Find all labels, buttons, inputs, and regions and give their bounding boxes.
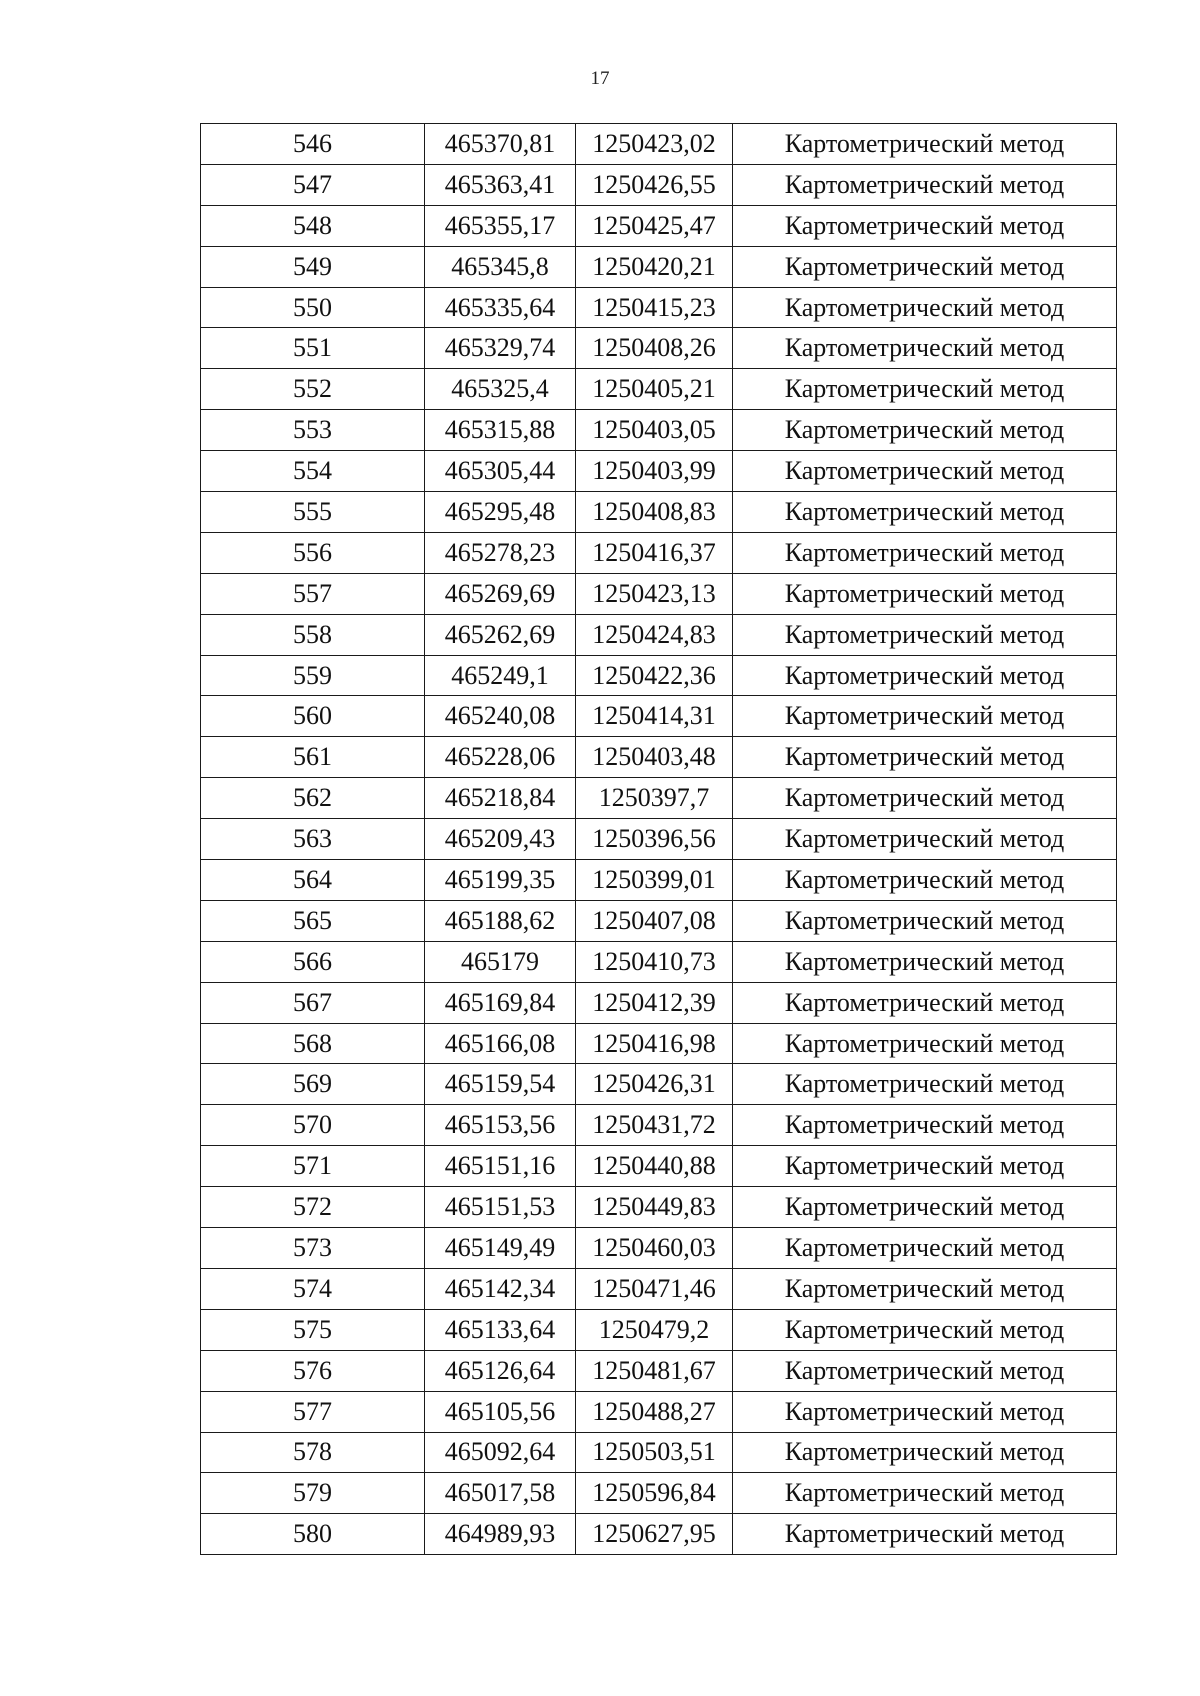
- page-number: 17: [590, 68, 610, 89]
- coordinate-x-cell: 465153,56: [425, 1105, 576, 1146]
- coordinate-x-cell: 465179: [425, 941, 576, 982]
- coordinate-x-cell: 465295,48: [425, 492, 576, 533]
- coordinate-y-cell: 1250403,48: [576, 737, 733, 778]
- coordinate-x-cell: 465199,35: [425, 860, 576, 901]
- method-cell: Картометрический метод: [733, 1432, 1117, 1473]
- method-cell: Картометрический метод: [733, 941, 1117, 982]
- method-cell: Картометрический метод: [733, 655, 1117, 696]
- coordinate-y-cell: 1250412,39: [576, 982, 733, 1023]
- coordinate-y-cell: 1250422,36: [576, 655, 733, 696]
- coordinate-y-cell: 1250431,72: [576, 1105, 733, 1146]
- method-cell: Картометрический метод: [733, 287, 1117, 328]
- coordinate-x-cell: 465315,88: [425, 410, 576, 451]
- table-row: [201, 410, 1117, 451]
- coordinates-table: [200, 123, 1117, 1555]
- table-row: [201, 1473, 1117, 1514]
- point-number-cell: 580: [201, 1514, 425, 1555]
- coordinate-x-cell: 465105,56: [425, 1391, 576, 1432]
- method-cell: Картометрический метод: [733, 246, 1117, 287]
- table-row: [201, 819, 1117, 860]
- point-number-cell: 575: [201, 1309, 425, 1350]
- table-row: [201, 246, 1117, 287]
- coordinate-y-cell: 1250503,51: [576, 1432, 733, 1473]
- coordinate-x-cell: 465240,08: [425, 696, 576, 737]
- coordinate-x-cell: 464989,93: [425, 1514, 576, 1555]
- coordinate-y-cell: 1250479,2: [576, 1309, 733, 1350]
- coordinate-x-cell: 465355,17: [425, 205, 576, 246]
- method-cell: Картометрический метод: [733, 1350, 1117, 1391]
- coordinate-y-cell: 1250449,83: [576, 1187, 733, 1228]
- coordinate-y-cell: 1250488,27: [576, 1391, 733, 1432]
- method-cell: Картометрический метод: [733, 1309, 1117, 1350]
- point-number-cell: 578: [201, 1432, 425, 1473]
- point-number-cell: 553: [201, 410, 425, 451]
- table-row: [201, 860, 1117, 901]
- point-number-cell: 568: [201, 1023, 425, 1064]
- method-cell: Картометрический метод: [733, 1473, 1117, 1514]
- table-row: [201, 614, 1117, 655]
- point-number-cell: 555: [201, 492, 425, 533]
- method-cell: Картометрический метод: [733, 124, 1117, 165]
- coordinate-x-cell: 465133,64: [425, 1309, 576, 1350]
- table-row: [201, 492, 1117, 533]
- point-number-cell: 571: [201, 1146, 425, 1187]
- table-row: [201, 1350, 1117, 1391]
- point-number-cell: 552: [201, 369, 425, 410]
- point-number-cell: 549: [201, 246, 425, 287]
- point-number-cell: 557: [201, 573, 425, 614]
- method-cell: Картометрический метод: [733, 1187, 1117, 1228]
- coordinate-x-cell: 465249,1: [425, 655, 576, 696]
- table-row: [201, 737, 1117, 778]
- point-number-cell: 551: [201, 328, 425, 369]
- point-number-cell: 566: [201, 941, 425, 982]
- method-cell: Картометрический метод: [733, 737, 1117, 778]
- point-number-cell: 548: [201, 205, 425, 246]
- coordinate-y-cell: 1250440,88: [576, 1146, 733, 1187]
- point-number-cell: 563: [201, 819, 425, 860]
- table-row: [201, 1064, 1117, 1105]
- coordinate-x-cell: 465228,06: [425, 737, 576, 778]
- method-cell: Картометрический метод: [733, 778, 1117, 819]
- point-number-cell: 576: [201, 1350, 425, 1391]
- table-row: [201, 328, 1117, 369]
- method-cell: Картометрический метод: [733, 451, 1117, 492]
- method-cell: Картометрический метод: [733, 164, 1117, 205]
- coordinate-y-cell: 1250407,08: [576, 900, 733, 941]
- table-row: [201, 124, 1117, 165]
- method-cell: Картометрический метод: [733, 532, 1117, 573]
- point-number-cell: 564: [201, 860, 425, 901]
- coordinate-x-cell: 465151,53: [425, 1187, 576, 1228]
- coordinate-y-cell: 1250408,83: [576, 492, 733, 533]
- point-number-cell: 569: [201, 1064, 425, 1105]
- table-row: [201, 1187, 1117, 1228]
- coordinate-x-cell: 465329,74: [425, 328, 576, 369]
- table-row: [201, 369, 1117, 410]
- point-number-cell: 560: [201, 696, 425, 737]
- point-number-cell: 556: [201, 532, 425, 573]
- coordinate-x-cell: 465345,8: [425, 246, 576, 287]
- point-number-cell: 567: [201, 982, 425, 1023]
- table-row: [201, 982, 1117, 1023]
- coordinate-x-cell: 465142,34: [425, 1268, 576, 1309]
- method-cell: Картометрический метод: [733, 573, 1117, 614]
- point-number-cell: 550: [201, 287, 425, 328]
- coordinate-y-cell: 1250481,67: [576, 1350, 733, 1391]
- table-row: [201, 1023, 1117, 1064]
- coordinate-y-cell: 1250396,56: [576, 819, 733, 860]
- method-cell: Картометрический метод: [733, 1023, 1117, 1064]
- method-cell: Картометрический метод: [733, 1514, 1117, 1555]
- table-row: [201, 532, 1117, 573]
- table-row: [201, 1268, 1117, 1309]
- table-row: [201, 941, 1117, 982]
- coordinate-x-cell: 465159,54: [425, 1064, 576, 1105]
- table-row: [201, 1146, 1117, 1187]
- method-cell: Картометрический метод: [733, 410, 1117, 451]
- table-row: [201, 573, 1117, 614]
- coordinate-x-cell: 465017,58: [425, 1473, 576, 1514]
- method-cell: Картометрический метод: [733, 982, 1117, 1023]
- coordinate-y-cell: 1250420,21: [576, 246, 733, 287]
- table-row: [201, 287, 1117, 328]
- coordinate-y-cell: 1250403,99: [576, 451, 733, 492]
- table-row: [201, 1105, 1117, 1146]
- coordinate-y-cell: 1250426,55: [576, 164, 733, 205]
- table-row: [201, 164, 1117, 205]
- method-cell: Картометрический метод: [733, 1146, 1117, 1187]
- point-number-cell: 574: [201, 1268, 425, 1309]
- coordinate-y-cell: 1250416,98: [576, 1023, 733, 1064]
- coordinate-x-cell: 465269,69: [425, 573, 576, 614]
- point-number-cell: 547: [201, 164, 425, 205]
- method-cell: Картометрический метод: [733, 1228, 1117, 1269]
- coordinate-x-cell: 465166,08: [425, 1023, 576, 1064]
- coordinate-x-cell: 465218,84: [425, 778, 576, 819]
- point-number-cell: 577: [201, 1391, 425, 1432]
- coordinate-x-cell: 465335,64: [425, 287, 576, 328]
- coordinate-x-cell: 465149,49: [425, 1228, 576, 1269]
- table-row: [201, 1391, 1117, 1432]
- point-number-cell: 554: [201, 451, 425, 492]
- method-cell: Картометрический метод: [733, 819, 1117, 860]
- method-cell: Картометрический метод: [733, 492, 1117, 533]
- coordinate-x-cell: 465305,44: [425, 451, 576, 492]
- point-number-cell: 565: [201, 900, 425, 941]
- method-cell: Картометрический метод: [733, 1064, 1117, 1105]
- table-row: [201, 900, 1117, 941]
- coordinate-y-cell: 1250424,83: [576, 614, 733, 655]
- coordinate-y-cell: 1250426,31: [576, 1064, 733, 1105]
- point-number-cell: 579: [201, 1473, 425, 1514]
- coordinate-y-cell: 1250410,73: [576, 941, 733, 982]
- table-row: [201, 696, 1117, 737]
- point-number-cell: 561: [201, 737, 425, 778]
- table-row: [201, 1309, 1117, 1350]
- coordinate-y-cell: 1250471,46: [576, 1268, 733, 1309]
- coordinate-y-cell: 1250627,95: [576, 1514, 733, 1555]
- method-cell: Картометрический метод: [733, 614, 1117, 655]
- method-cell: Картометрический метод: [733, 1391, 1117, 1432]
- coordinate-x-cell: 465151,16: [425, 1146, 576, 1187]
- method-cell: Картометрический метод: [733, 696, 1117, 737]
- point-number-cell: 558: [201, 614, 425, 655]
- coordinate-y-cell: 1250416,37: [576, 532, 733, 573]
- coordinate-y-cell: 1250425,47: [576, 205, 733, 246]
- coordinate-x-cell: 465262,69: [425, 614, 576, 655]
- coordinate-y-cell: 1250397,7: [576, 778, 733, 819]
- coordinate-x-cell: 465370,81: [425, 124, 576, 165]
- method-cell: Картометрический метод: [733, 1268, 1117, 1309]
- table-row: [201, 778, 1117, 819]
- table-row: [201, 1432, 1117, 1473]
- point-number-cell: 562: [201, 778, 425, 819]
- coordinate-y-cell: 1250403,05: [576, 410, 733, 451]
- table-row: [201, 451, 1117, 492]
- coordinate-x-cell: 465363,41: [425, 164, 576, 205]
- method-cell: Картометрический метод: [733, 328, 1117, 369]
- point-number-cell: 572: [201, 1187, 425, 1228]
- coordinate-y-cell: 1250423,02: [576, 124, 733, 165]
- method-cell: Картометрический метод: [733, 900, 1117, 941]
- coordinate-y-cell: 1250414,31: [576, 696, 733, 737]
- coordinate-x-cell: 465169,84: [425, 982, 576, 1023]
- coordinate-x-cell: 465126,64: [425, 1350, 576, 1391]
- coordinate-y-cell: 1250423,13: [576, 573, 733, 614]
- coordinates-table-body: [201, 124, 1117, 1555]
- coordinate-y-cell: 1250408,26: [576, 328, 733, 369]
- coordinate-x-cell: 465209,43: [425, 819, 576, 860]
- table-row: [201, 655, 1117, 696]
- coordinate-x-cell: 465325,4: [425, 369, 576, 410]
- coordinate-x-cell: 465092,64: [425, 1432, 576, 1473]
- method-cell: Картометрический метод: [733, 860, 1117, 901]
- table-row: [201, 1228, 1117, 1269]
- point-number-cell: 546: [201, 124, 425, 165]
- coordinate-y-cell: 1250460,03: [576, 1228, 733, 1269]
- coordinate-y-cell: 1250415,23: [576, 287, 733, 328]
- coordinate-y-cell: 1250596,84: [576, 1473, 733, 1514]
- table-row: [201, 1514, 1117, 1555]
- coordinate-y-cell: 1250405,21: [576, 369, 733, 410]
- point-number-cell: 559: [201, 655, 425, 696]
- table-row: [201, 205, 1117, 246]
- coordinate-x-cell: 465278,23: [425, 532, 576, 573]
- point-number-cell: 573: [201, 1228, 425, 1269]
- coordinate-x-cell: 465188,62: [425, 900, 576, 941]
- method-cell: Картометрический метод: [733, 1105, 1117, 1146]
- method-cell: Картометрический метод: [733, 369, 1117, 410]
- point-number-cell: 570: [201, 1105, 425, 1146]
- coordinate-y-cell: 1250399,01: [576, 860, 733, 901]
- method-cell: Картометрический метод: [733, 205, 1117, 246]
